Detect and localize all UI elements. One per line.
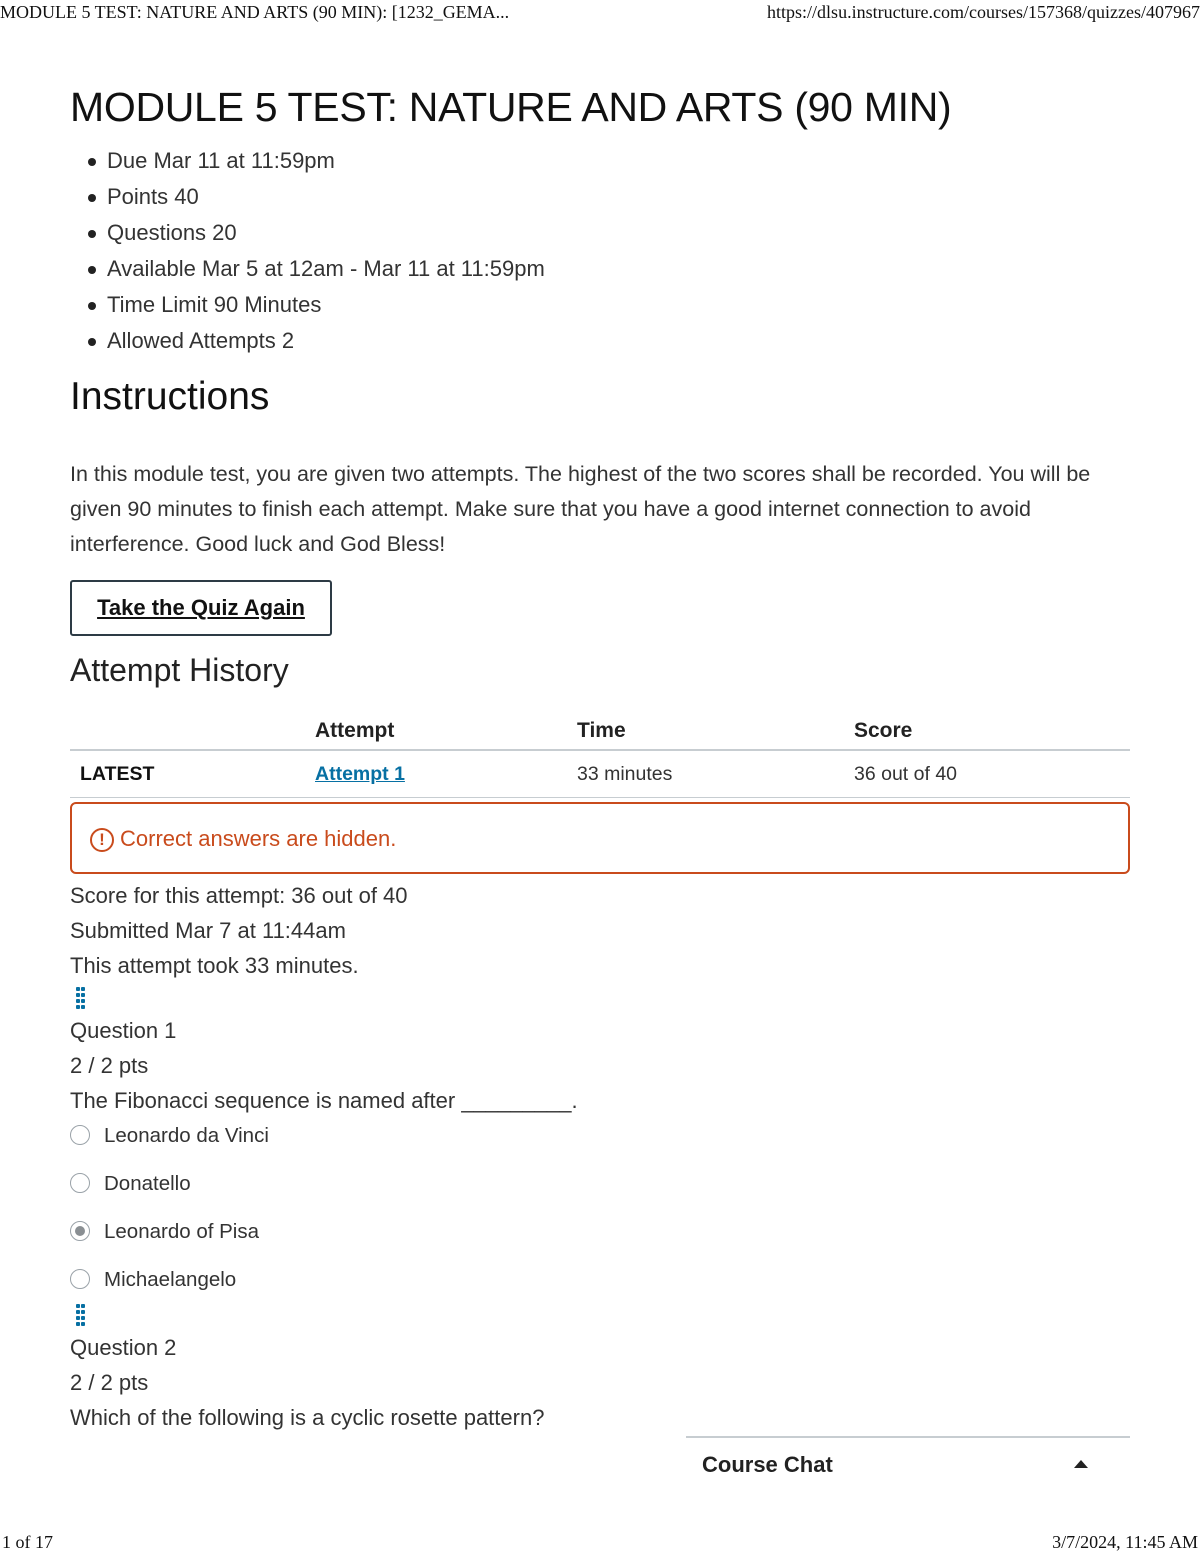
question-2-points: 2 / 2 pts (70, 1370, 149, 1395)
instructions-text: In this module test, you are given two attempts. The highest of the two scores shall be recorded. You will be given 90 minutes to finish each attempt. Make sure that you have a good internet connection to avoid interference. Good luck and God Bless! (70, 462, 1091, 556)
row-label-latest: LATEST (70, 750, 305, 798)
column-header-score: Score (844, 713, 1130, 750)
table-row (70, 750, 1130, 798)
print-timestamp: 3/7/2024, 11:45 AM (1052, 1532, 1198, 1552)
question-1-text: The Fibonacci sequence is named after _________. (70, 1088, 578, 1113)
instructions-heading: Instructions (70, 375, 270, 418)
answer-label: Leonardo da Vinci (104, 1124, 269, 1147)
print-header (0, 2, 1200, 26)
detail-questions: Questions 20 (70, 215, 1130, 251)
answer-option[interactable] (70, 1220, 1130, 1268)
attempt-summary (70, 878, 1130, 983)
answer-option[interactable] (70, 1172, 1130, 1220)
row-time: 33 minutes (567, 750, 844, 798)
radio-icon[interactable] (70, 1269, 90, 1289)
answer-option[interactable] (70, 1268, 1130, 1300)
print-page-title: MODULE 5 TEST: NATURE AND ARTS (90 MIN): [1232_GEMA... (0, 2, 510, 22)
drag-handle-icon[interactable] (70, 1302, 86, 1330)
answer-option[interactable] (70, 1124, 1130, 1172)
answer-label: Donatello (104, 1172, 191, 1195)
drag-handle-icon[interactable] (70, 985, 86, 1013)
question-1-title: Question 1 (70, 1018, 177, 1043)
exclamation-circle-icon: ! (90, 828, 114, 852)
print-page-count: 1 of 17 (2, 1532, 53, 1552)
answer-label: Leonardo of Pisa (104, 1220, 260, 1243)
print-footer (0, 1532, 1200, 1554)
question-1-header (70, 1013, 1130, 1083)
attempt-history-heading: Attempt History (70, 652, 289, 688)
detail-allowed-attempts: Allowed Attempts 2 (70, 323, 1130, 359)
quiz-details-list (70, 143, 1130, 359)
radio-icon[interactable] (70, 1125, 90, 1145)
attempt-duration: This attempt took 33 minutes. (70, 953, 359, 978)
column-header-time: Time (567, 713, 844, 750)
quiz-content (70, 84, 1130, 1435)
take-quiz-again-button[interactable]: Take the Quiz Again (70, 580, 332, 636)
course-chat-title: Course Chat (702, 1452, 833, 1477)
row-attempt-cell (305, 750, 567, 798)
radio-icon[interactable] (70, 1173, 90, 1193)
question-2-text: Which of the following is a cyclic rosette pattern? (70, 1405, 545, 1430)
question-2-title: Question 2 (70, 1335, 177, 1360)
column-header-label (70, 713, 305, 750)
table-header-row (70, 713, 1130, 750)
print-url: https://dlsu.instructure.com/courses/157368/quizzes/407967 (767, 2, 1200, 22)
attempt-submitted: Submitted Mar 7 at 11:44am (70, 918, 346, 943)
column-header-attempt: Attempt (305, 713, 567, 750)
alert-text: Correct answers are hidden. (120, 826, 397, 851)
question-1-answers (70, 1124, 1130, 1300)
question-1-points: 2 / 2 pts (70, 1053, 149, 1078)
detail-time-limit: Time Limit 90 Minutes (70, 287, 1130, 323)
correct-answers-hidden-alert (70, 802, 1130, 874)
page-title: MODULE 5 TEST: NATURE AND ARTS (90 MIN) (70, 84, 952, 130)
detail-points: Points 40 (70, 179, 1130, 215)
attempt-history-table (70, 713, 1130, 798)
row-score: 36 out of 40 (844, 750, 1130, 798)
detail-available: Available Mar 5 at 12am - Mar 11 at 11:59pm (70, 251, 1130, 287)
attempt-1-link[interactable]: Attempt 1 (315, 762, 405, 785)
radio-selected-icon[interactable] (70, 1221, 90, 1241)
question-2-header (70, 1330, 1130, 1400)
attempt-score: Score for this attempt: 36 out of 40 (70, 883, 408, 908)
detail-due: Due Mar 11 at 11:59pm (70, 143, 1130, 179)
answer-label: Michaelangelo (104, 1268, 237, 1291)
course-chat-bar[interactable] (686, 1436, 1130, 1494)
caret-up-icon[interactable] (1074, 1460, 1088, 1468)
